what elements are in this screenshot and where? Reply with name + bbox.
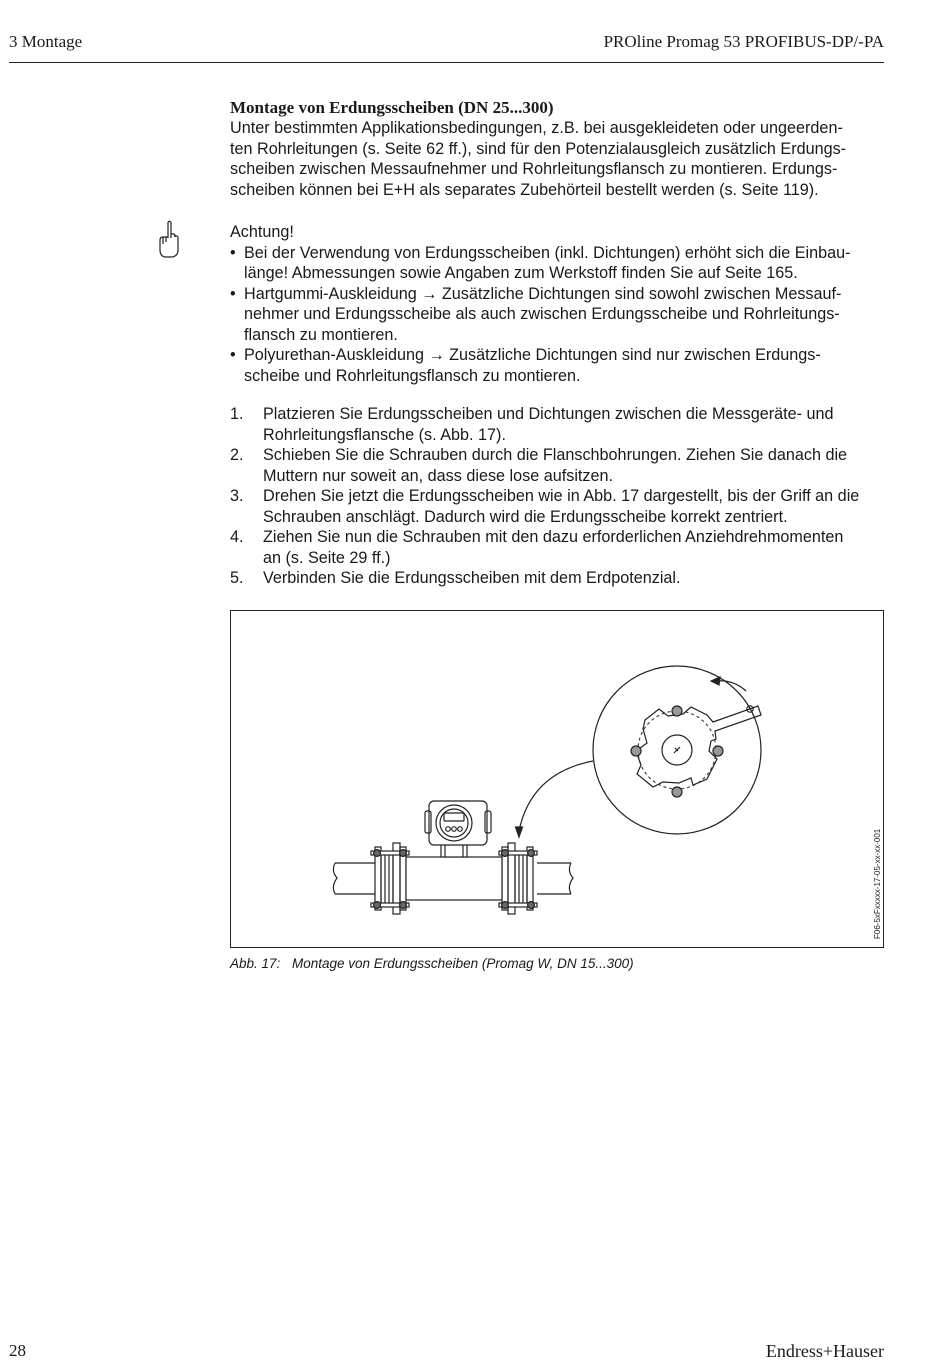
transmitter-housing [425, 801, 491, 845]
detail-circle [593, 666, 761, 834]
step-line: Drehen Sie jetzt die Erdungsscheiben wie in Abb. 17 dargestellt, bis der Griff an die [263, 487, 860, 505]
product-title: PROline Promag 53 PROFIBUS-DP/-PA [603, 32, 884, 51]
note-label: Achtung! [230, 223, 294, 241]
figure-17 [230, 610, 884, 948]
pipe-left [333, 863, 375, 894]
step-number: 4. [230, 528, 244, 546]
intro-line: Unter bestimmten Applikationsbedingungen, z.B. bei ausgekleideten oder ungeerden- [230, 119, 843, 137]
bullet-line: scheibe und Rohrleitungsflansch zu montieren. [244, 366, 581, 385]
step-item [230, 527, 890, 568]
step-line: Muttern nur soweit an, dass diese lose aufsitzen. [263, 466, 614, 485]
section-intro [230, 98, 886, 200]
bullet-dot: • [230, 346, 236, 364]
step-line: Rohrleitungsflansche (s. Abb. 17). [263, 425, 506, 444]
step-line: Schrauben anschlägt. Dadurch wird die Erdungsscheibe korrekt zentriert. [263, 507, 788, 526]
intro-line: scheiben können bei E+H als separates Zubehörteil bestellt werden (s. Seite 119). [230, 180, 819, 199]
step-line: Ziehen Sie nun die Schrauben mit den dazu erforderlichen Anziehdrehmomenten [263, 528, 844, 546]
chapter-title: 3 Montage [9, 32, 83, 51]
bullet-dot: • [230, 243, 236, 262]
intro-line: scheiben zwischen Messaufnehmer und Rohrleitungsflansch zu montieren. Erdungs- [230, 160, 838, 178]
step-number: 3. [230, 487, 244, 505]
steps-list [230, 404, 890, 589]
detail-arrow [516, 761, 594, 837]
step-number: 5. [230, 569, 244, 587]
bullet-line: länge! Abmessungen sowie Angaben zum Werkstoff finden Sie auf Seite 165. [244, 264, 798, 282]
section-title: Montage von Erdungsscheiben (DN 25...300) [230, 98, 554, 117]
figure-caption [230, 956, 634, 971]
sensor-body [406, 843, 502, 900]
brand-logo: Endress+Hauser [765, 1341, 884, 1361]
step-line: Platzieren Sie Erdungsscheiben und Dichtungen zwischen die Messgeräte- und [263, 405, 834, 423]
bullet-line: Hartgummi-Auskleidung → Zusätzliche Dichtungen sind sowohl zwischen Messauf- [244, 284, 842, 303]
note-bullet [230, 345, 886, 386]
bullet-line: flansch zu montieren. [244, 325, 398, 344]
figure-code: F06-5xFxxxxx-17-05-xx-xx-001 [873, 828, 882, 939]
intro-line: ten Rohrleitungen (s. Seite 62 ff.), sind für den Potenzialausgleich zusätzlich Erdungs- [230, 139, 847, 158]
bullet-line: nehmer und Erdungsscheibe als auch zwischen Erdungsscheibe und Rohrleitungs- [244, 305, 840, 323]
step-number: 1. [230, 405, 244, 423]
step-item [230, 445, 890, 486]
page-header [9, 30, 884, 63]
step-item [230, 404, 890, 445]
step-item [230, 568, 890, 589]
step-line: Verbinden Sie die Erdungsscheiben mit dem Erdpotenzial. [263, 569, 681, 587]
note-block [230, 222, 886, 386]
pipe-right [537, 863, 573, 894]
step-line: Schieben Sie die Schrauben durch die Flanschbohrungen. Ziehen Sie danach die [263, 446, 848, 464]
note-bullet [230, 243, 886, 284]
pointing-hand-icon [155, 220, 183, 260]
bullet-line: Polyurethan-Auskleidung → Zusätzliche Dichtungen sind nur zwischen Erdungs- [244, 346, 821, 364]
caption-number: Abb. 17: [230, 956, 281, 971]
note-bullet [230, 284, 886, 346]
step-line: an (s. Seite 29 ff.) [263, 548, 391, 567]
installation-drawing [231, 611, 885, 949]
bullet-line: Bei der Verwendung von Erdungsscheiben (inkl. Dichtungen) erhöht sich die Einbau- [244, 243, 851, 262]
step-number: 2. [230, 446, 244, 464]
caption-text: Montage von Erdungsscheiben (Promag W, DN 15...300) [292, 956, 634, 971]
bullet-dot: • [230, 284, 236, 303]
page-number: 28 [9, 1341, 26, 1360]
step-item [230, 486, 890, 527]
